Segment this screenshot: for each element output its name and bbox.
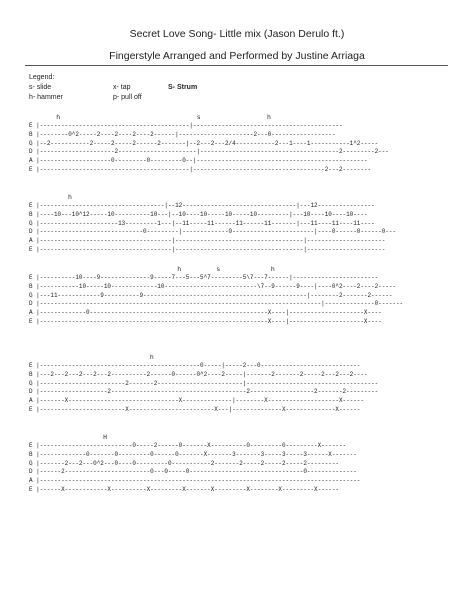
string-b: B |---2---2---2---2---2----------2------0------0^2----2-----|-------2-------2-----2---2---2---- [29,370,368,378]
string-high-e: E |------------------------------------------|------------------------------------------ [29,122,343,129]
tab-system-2 [29,194,449,255]
string-d: D |-------------------2--------------------------------------2------------------2-------2--------- [29,388,379,396]
tab-system-3 [29,266,449,327]
string-b: B |-------------0-------0---------0------0-------X-------3-------3-----3-----3------X------- [29,450,357,458]
legend-hammer: h- hammer [29,94,63,101]
tab-system-1 [29,114,449,175]
tab-system-5 [29,434,449,495]
string-g: G |---11------------9----------9----------------------------------------------|--------2-------2------ [29,291,393,299]
technique-markers: h [29,354,154,361]
string-b: B |----10---10^12-----10----------10---|--10----10-----10-----10---------|---10----10----10---- [29,210,368,218]
string-d: D |---------------------2----------------------|---------------------------------------2---------2--- [29,148,389,156]
technique-markers: h s h [29,114,271,121]
string-d: D |------2------------------------0---0-----0--------------------------------0-------------- [29,468,357,476]
arrangement-credit: Fingerstyle Arranged and Performed by Justine Arriaga [109,50,365,62]
legend-tap: x- tap [113,84,131,91]
legend-pulloff: p- pull off [113,94,142,101]
string-high-e: E |-----------------------------------|--12--------------------------------|---12---------------- [29,202,375,209]
string-d: D |-----------------------------0---------|-------------0-----------------------|----0------0------0--- [29,228,396,236]
string-g: G |-------2---2---0^2---0----0---------0-----------2-------2-----2-----2-----2--------- [29,459,339,467]
string-b: B |-----------10-----10-------------10--------------------------\7--9------9----|----0^2----2----2----- [29,282,396,290]
string-g: G |--2-----------2-----2-----2------2-------|--2---2---2/4-----------2---1----1-----------1^2----- [29,139,379,147]
string-low-e: E |------------------------------------------|-------------------------------------2---2-------- [29,165,372,173]
string-low-e: E |------------------------X------------------------X---|--------------X--------------X------ [29,405,361,413]
technique-markers: h [29,194,72,201]
string-a: A |-------------0--------------------------------------------------X----|---------------------X---- [29,309,382,317]
string-high-e: E |--------------------------0-----2------0-------X----------0---------0---------X------- [29,442,347,449]
legend-heading: Legend: [29,74,55,81]
song-title: Secret Love Song- Little mix (Jason Derulo ft.) [129,28,345,40]
string-a: A |-------X-------------------------------X--------------|--------X--------------------X------ [29,397,364,405]
string-d: D |-------------------------------------------------------------------------------|--------------0------- [29,300,404,308]
title-divider [25,65,448,66]
string-a: A |--------------------0---------0---------0--|------------------------------------------------ [29,157,368,165]
string-high-e: E |---------------------------------------------0-----|-----2---0---------------------------- [29,362,361,369]
string-a: A |-------------------------------------|------------------------------------|---------------------- [29,237,386,245]
technique-markers: H [29,434,108,441]
string-low-e: E |------X------------X----------X---------X-------X---------X--------X---------X------ [29,485,339,493]
string-g: G |----------------------13---------1---|--11-----11------11------11-------|---11----11----11---- [29,219,375,227]
tab-system-4 [29,354,449,415]
legend-slide: s- slide [29,84,52,91]
string-a: A |------------------------------------------------------------------------------------------ [29,477,361,485]
legend-strum: S- Strum [168,84,198,91]
technique-markers: h s h [29,266,275,273]
string-low-e: E |----------------------------------------------------------------X----|---------------------X---- [29,317,382,325]
string-high-e: E |----------10----9--------------9-----7---5---5^7---------5\7---7------|------------------------ [29,274,379,281]
string-b: B |--------0^2-----2----2----2----2------|---------------------2---0------------------ [29,130,336,138]
string-g: G |------------------------2-------2------------------------|------------------------------------- [29,379,379,387]
string-low-e: E |-------------------------------------|------------------------------------|---------------------- [29,245,386,253]
